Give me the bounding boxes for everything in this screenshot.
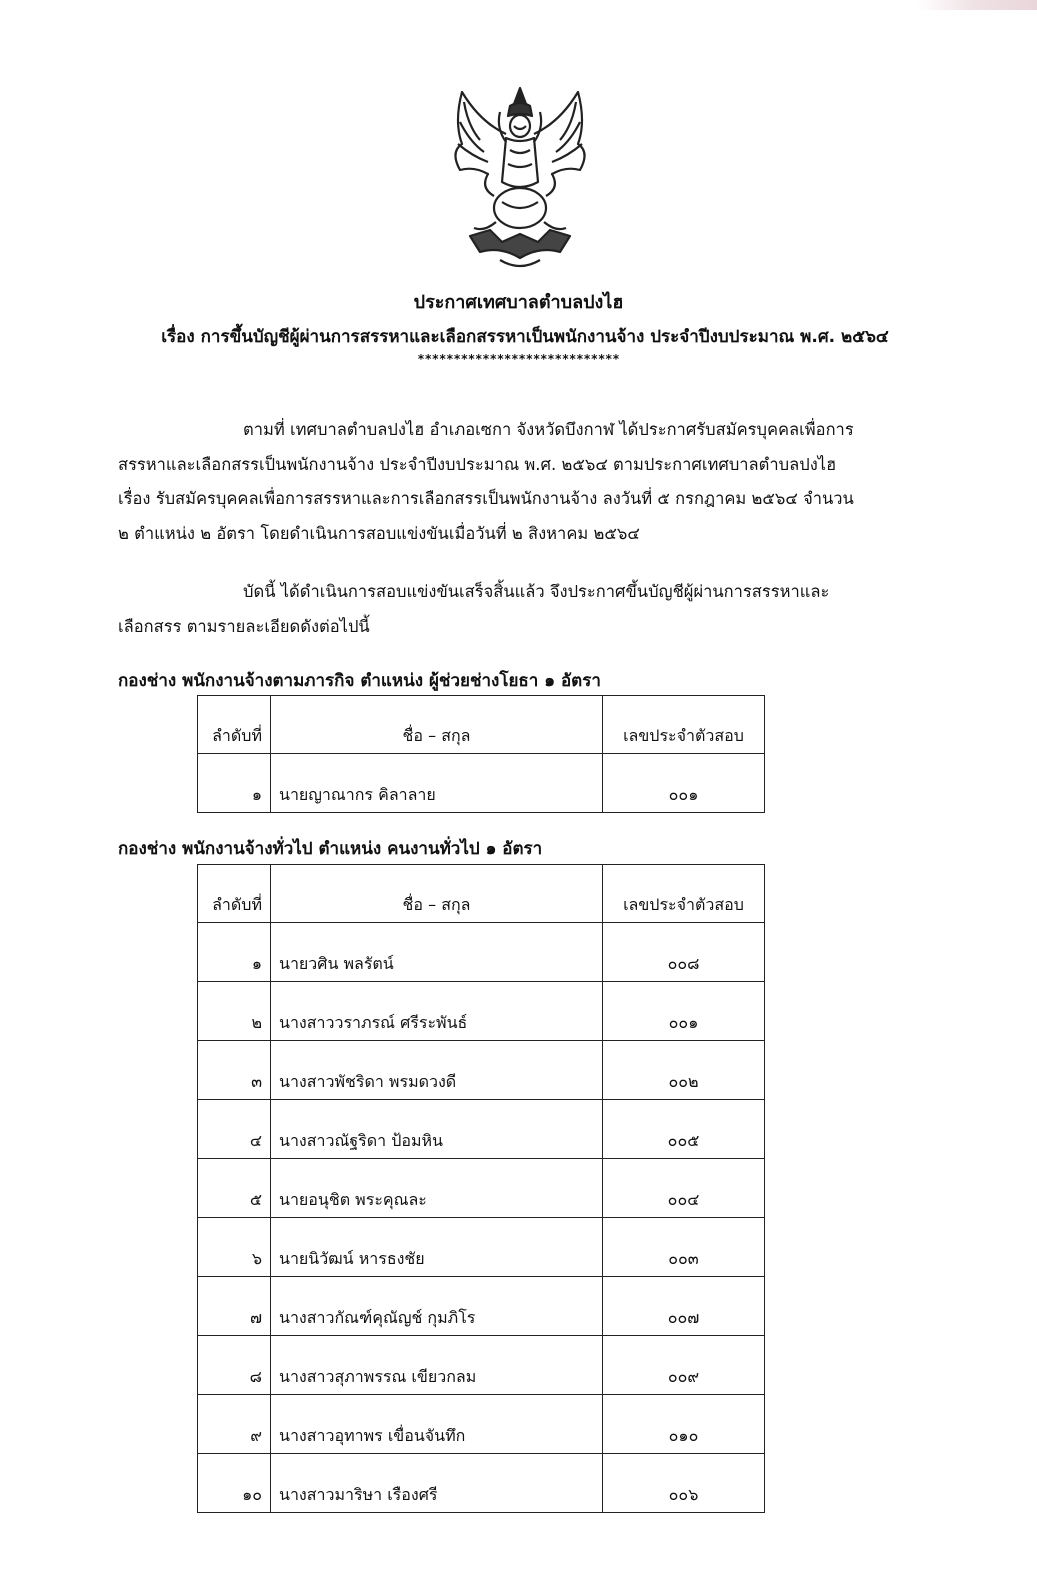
cell-no: ๗ — [198, 1277, 271, 1336]
paragraph-line: เรื่อง รับสมัครบุคคลเพื่อการสรรหาและการเลือกสรรเป็นพนักงานจ้าง ลงวันที่ ๕ กรกฎาคม ๒๕๖๔ จำนวน — [118, 489, 854, 508]
column-header-name: ชื่อ – สกุล — [271, 696, 603, 754]
announcement-title: ประกาศเทศบาลตำบลปงไฮ — [413, 292, 624, 313]
table-header-row — [198, 696, 765, 754]
cell-name: นางสาวณัฐริดา ป้อมหิน — [271, 1100, 603, 1159]
column-header-no: ลำดับที่ — [198, 696, 271, 754]
table-row — [198, 1277, 765, 1336]
paragraph-result — [118, 575, 918, 644]
table-row — [198, 1218, 765, 1277]
cell-no: ๓ — [198, 1041, 271, 1100]
cell-no: ๑๐ — [198, 1454, 271, 1513]
cell-name: นางสาวกัณฑ์คุณัญช์ กุมภิโร — [271, 1277, 603, 1336]
title-separator: **************************** — [417, 352, 620, 366]
cell-name: นางสาวอุทาพร เขื่อนจันทึก — [271, 1395, 603, 1454]
cell-name: นางสาวพัชริดา พรมดวงดี — [271, 1041, 603, 1100]
cell-no: ๒ — [198, 982, 271, 1041]
cell-exam-id: ๐๐๖ — [603, 1454, 765, 1513]
cell-name: นางสาวสุภาพรรณ เขียวกลม — [271, 1336, 603, 1395]
cell-name: นายอนุชิต พระคุณละ — [271, 1159, 603, 1218]
section-title-civil-assistant: กองช่าง พนักงานจ้างตามภารกิจ ตำแหน่ง ผู้ช่วยช่างโยธา ๑ อัตรา — [118, 671, 601, 691]
cell-exam-id: ๐๐๒ — [603, 1041, 765, 1100]
paragraph-line: บัดนี้ ได้ดำเนินการสอบแข่งขันเสร็จสิ้นแล้ว จึงประกาศขึ้นบัญชีผู้ผ่านการสรรหาและ — [243, 582, 830, 601]
cell-exam-id: ๐๐๑ — [603, 982, 765, 1041]
roster-table-general-worker — [197, 864, 765, 1513]
table-row — [198, 1336, 765, 1395]
table-row — [198, 1100, 765, 1159]
cell-name: นายนิวัฒน์ หารธงชัย — [271, 1218, 603, 1277]
cell-name: นางสาวมาริษา เรืองศรี — [271, 1454, 603, 1513]
paragraph-line: เลือกสรร ตามรายละเอียดดังต่อไปนี้ — [118, 616, 370, 636]
table-row — [198, 1395, 765, 1454]
cell-exam-id: ๐๐๔ — [603, 1159, 765, 1218]
cell-no: ๑ — [198, 754, 271, 813]
cell-exam-id: ๐๐๑ — [603, 754, 765, 813]
paragraph-intro — [118, 413, 918, 551]
cell-no: ๑ — [198, 923, 271, 982]
table-row — [198, 923, 765, 982]
cell-name: นางสาววราภรณ์ ศรีระพันธ์ — [271, 982, 603, 1041]
column-header-no: ลำดับที่ — [198, 865, 271, 923]
table-row — [198, 754, 765, 813]
cell-no: ๙ — [198, 1395, 271, 1454]
cell-no: ๖ — [198, 1218, 271, 1277]
table-header-row — [198, 865, 765, 923]
garuda-emblem-icon — [440, 82, 600, 272]
cell-no: ๔ — [198, 1100, 271, 1159]
column-header-name: ชื่อ – สกุล — [271, 865, 603, 923]
table-row — [198, 1159, 765, 1218]
section-title-general-worker: กองช่าง พนักงานจ้างทั่วไป ตำแหน่ง คนงานทั่วไป ๑ อัตรา — [118, 839, 543, 859]
paragraph-line: ๒ ตำแหน่ง ๒ อัตรา โดยดำเนินการสอบแข่งขันเมื่อวันที่ ๒ สิงหาคม ๒๕๖๔ — [118, 523, 640, 543]
announcement-subject: เรื่อง การขึ้นบัญชีผู้ผ่านการสรรหาและเลือกสรรหาเป็นพนักงานจ้าง ประจำปีงบประมาณ พ.ศ. ๒๕๖๔ — [161, 327, 889, 347]
cell-exam-id: ๐๐๙ — [603, 1336, 765, 1395]
scan-corner-mark — [917, 0, 1037, 10]
table-row — [198, 1041, 765, 1100]
paragraph-line: สรรหาและเลือกสรรเป็นพนักงานจ้าง ประจำปีงบประมาณ พ.ศ. ๒๕๖๔ ตามประกาศเทศบาลตำบลปงไฮ — [118, 454, 837, 474]
paragraph-line: ตามที่ เทศบาลตำบลปงไฮ อำเภอเซกา จังหวัดบึงกาฬ ได้ประกาศรับสมัครบุคคลเพื่อการ — [243, 420, 854, 439]
cell-exam-id: ๐๐๘ — [603, 923, 765, 982]
cell-name: นายวศิน พลรัตน์ — [271, 923, 603, 982]
cell-no: ๘ — [198, 1336, 271, 1395]
cell-exam-id: ๐๐๓ — [603, 1218, 765, 1277]
cell-name: นายญาณากร คิลาลาย — [271, 754, 603, 813]
cell-no: ๕ — [198, 1159, 271, 1218]
table-row — [198, 982, 765, 1041]
column-header-exam-id: เลขประจำตัวสอบ — [603, 696, 765, 754]
cell-exam-id: ๐๐๕ — [603, 1100, 765, 1159]
cell-exam-id: ๐๑๐ — [603, 1395, 765, 1454]
table-row — [198, 1454, 765, 1513]
cell-exam-id: ๐๐๗ — [603, 1277, 765, 1336]
column-header-exam-id: เลขประจำตัวสอบ — [603, 865, 765, 923]
roster-table-civil-assistant — [197, 695, 765, 813]
